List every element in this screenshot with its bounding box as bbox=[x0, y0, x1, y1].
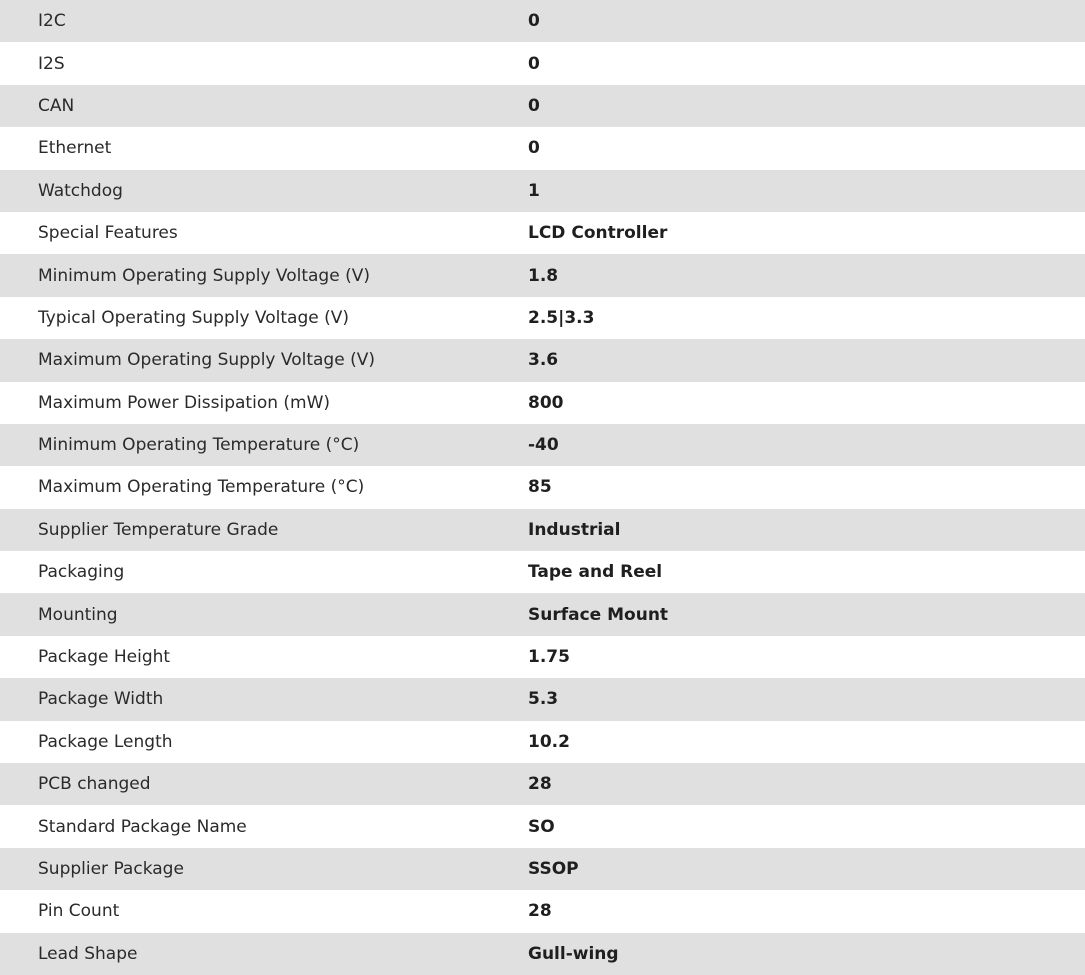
table-row bbox=[0, 678, 1085, 720]
spec-label: Minimum Operating Temperature (°C) bbox=[38, 435, 360, 456]
table-row bbox=[0, 42, 1085, 84]
table-row bbox=[0, 890, 1085, 932]
spec-label: Packaging bbox=[38, 562, 125, 583]
table-row bbox=[0, 297, 1085, 339]
spec-value: 1.8 bbox=[528, 265, 559, 286]
spec-label: Ethernet bbox=[38, 138, 112, 159]
spec-value: -40 bbox=[528, 435, 559, 456]
spec-value: 0 bbox=[528, 11, 540, 32]
spec-label: Package Width bbox=[38, 689, 164, 710]
spec-value: 85 bbox=[528, 477, 552, 498]
spec-label: Package Length bbox=[38, 731, 173, 752]
spec-value: 800 bbox=[528, 392, 564, 413]
spec-value: LCD Controller bbox=[528, 223, 668, 244]
table-row bbox=[0, 382, 1085, 424]
spec-label: Watchdog bbox=[38, 180, 123, 201]
spec-label: Pin Count bbox=[38, 901, 120, 922]
spec-label: I2S bbox=[38, 53, 65, 74]
table-row bbox=[0, 254, 1085, 296]
spec-value: 0 bbox=[528, 138, 540, 159]
table-row bbox=[0, 212, 1085, 254]
spec-value: Industrial bbox=[528, 519, 621, 540]
spec-value: 2.5|3.3 bbox=[528, 307, 595, 328]
spec-value: 10.2 bbox=[528, 731, 570, 752]
spec-value: SO bbox=[528, 816, 555, 837]
spec-value: SSOP bbox=[528, 859, 579, 879]
spec-value: Tape and Reel bbox=[528, 562, 663, 583]
spec-label: Package Height bbox=[38, 647, 171, 668]
spec-label: PCB changed bbox=[38, 774, 151, 795]
spec-value: 28 bbox=[528, 774, 552, 795]
spec-value: 0 bbox=[528, 53, 540, 74]
spec-value: 0 bbox=[528, 95, 540, 116]
spec-label: Typical Operating Supply Voltage (V) bbox=[38, 307, 349, 328]
spec-label: Standard Package Name bbox=[38, 816, 247, 837]
spec-label: Mounting bbox=[38, 604, 118, 625]
table-row bbox=[0, 424, 1085, 466]
table-row bbox=[0, 509, 1085, 551]
spec-value: 3.6 bbox=[528, 350, 559, 371]
spec-value: 1 bbox=[528, 180, 540, 201]
table-row bbox=[0, 593, 1085, 635]
spec-value: 5.3 bbox=[528, 689, 559, 710]
table-row bbox=[0, 848, 1085, 890]
spec-label: Special Features bbox=[38, 223, 178, 244]
table-row bbox=[0, 85, 1085, 127]
table-row bbox=[0, 721, 1085, 763]
table-row bbox=[0, 805, 1085, 847]
spec-label: Maximum Power Dissipation (mW) bbox=[38, 392, 331, 413]
table-row bbox=[0, 170, 1085, 212]
spec-label: Maximum Operating Temperature (°C) bbox=[38, 477, 365, 498]
spec-label: Supplier Package bbox=[38, 859, 184, 879]
table-row bbox=[0, 127, 1085, 169]
spec-value: 1.75 bbox=[528, 647, 570, 668]
spec-label: Lead Shape bbox=[38, 943, 138, 964]
table-row bbox=[0, 466, 1085, 508]
table-row bbox=[0, 551, 1085, 593]
table-row bbox=[0, 636, 1085, 678]
table-row bbox=[0, 0, 1085, 42]
table-row bbox=[0, 763, 1085, 805]
spec-label: Maximum Operating Supply Voltage (V) bbox=[38, 350, 375, 371]
spec-label: CAN bbox=[38, 95, 75, 116]
spec-label: Minimum Operating Supply Voltage (V) bbox=[38, 265, 370, 286]
spec-value: Surface Mount bbox=[528, 604, 669, 625]
spec-value: Gull-wing bbox=[528, 943, 619, 964]
table-row bbox=[0, 933, 1085, 975]
table-row bbox=[0, 339, 1085, 381]
spec-label: Supplier Temperature Grade bbox=[38, 519, 279, 540]
spec-value: 28 bbox=[528, 901, 552, 922]
spec-label: I2C bbox=[38, 11, 66, 32]
